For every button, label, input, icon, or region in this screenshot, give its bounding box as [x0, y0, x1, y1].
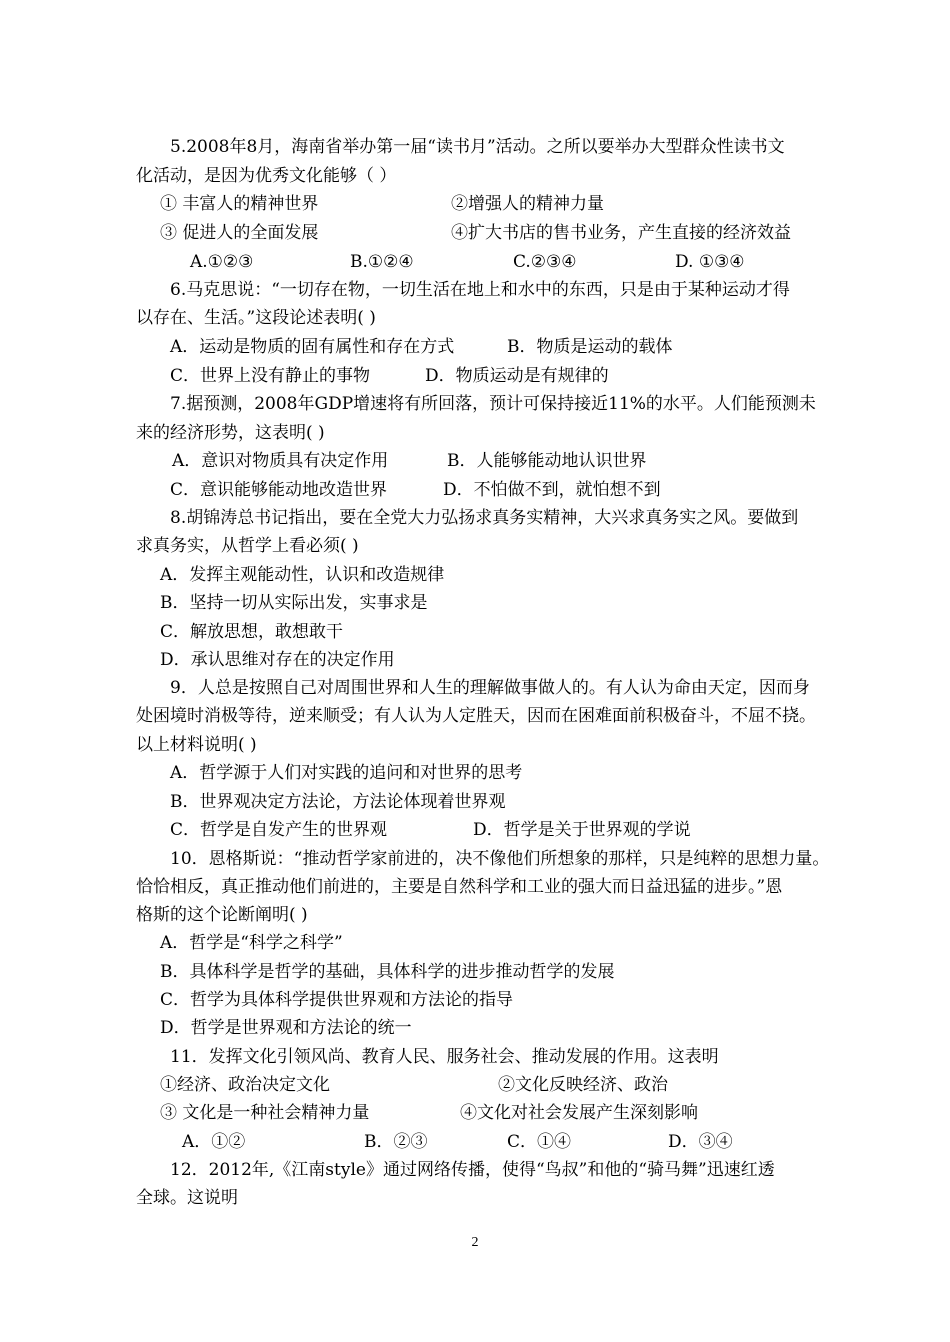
q6-option-b: B．物质是运动的载体: [507, 337, 673, 357]
q7-option-d: D．不怕做不到，就怕想不到: [443, 480, 661, 500]
q8-option-b: B．坚持一切从实际出发，实事求是: [160, 593, 428, 613]
q12-stem-line-1: 12．2012年,《江南style》通过网络传播，使得“鸟叔”和他的“骑马舞”迅速红透: [170, 1160, 775, 1180]
q7-option-c: C．意识能够能动地改造世界: [170, 480, 388, 500]
q5-stem-line-2: 化活动，是因为优秀文化能够（ ）: [136, 166, 397, 186]
q9-option-b: B．世界观决定方法论，方法论体现着世界观: [170, 792, 506, 812]
q10-stem-line-1: 10．恩格斯说：“推动哲学家前进的，决不像他们所想象的那样，只是纯粹的思想力量。: [170, 849, 830, 869]
q5-choice-c: C.②③④: [513, 252, 577, 272]
q5-option-3: ③ 促进人的全面发展: [160, 223, 319, 243]
q11-option-3: ③ 文化是一种社会精神力量: [160, 1103, 370, 1123]
q10-stem-line-2: 恰恰相反，真正推动他们前进的，主要是自然科学和工业的强大而日益迅猛的进步。”恩: [136, 877, 783, 897]
q9-stem-line-1: 9．人总是按照自己对周围世界和人生的理解做事做人的。有人认为命由天定，因而身: [170, 678, 810, 698]
q10-option-a: A．哲学是“科学之科学”: [160, 933, 343, 953]
q8-option-a: A．发挥主观能动性，认识和改造规律: [160, 565, 445, 585]
q6-option-a: A．运动是物质的固有属性和存在方式: [170, 337, 455, 357]
q5-choice-a: A.①②③: [190, 252, 254, 272]
q8-option-c: C．解放思想，敢想敢干: [160, 622, 344, 642]
q10-option-c: C．哲学为具体科学提供世界观和方法论的指导: [160, 990, 514, 1010]
q8-stem-line-1: 8.胡锦涛总书记指出，要在全党大力弘扬求真务实精神，大兴求真务实之风。要做到: [170, 508, 799, 528]
q5-option-4: ④扩大书店的售书业务，产生直接的经济效益: [451, 223, 791, 243]
q7-stem-line-2: 来的经济形势，这表明( ): [136, 423, 325, 443]
q9-option-a: A．哲学源于人们对实践的追问和对世界的思考: [170, 763, 523, 783]
q7-stem-line-1: 7.据预测，2008年GDP增速将有所回落，预计可保持接近11%的水平。人们能预测未: [170, 394, 816, 414]
q11-choice-a: A．①②: [182, 1132, 246, 1152]
q6-stem-line-2: 以存在、生活。”这段论述表明( ): [136, 308, 376, 328]
q6-option-d: D．物质运动是有规律的: [425, 366, 609, 386]
q10-stem-line-3: 格斯的这个论断阐明( ): [136, 905, 308, 925]
q12-stem-line-2: 全球。这说明: [136, 1188, 238, 1208]
q11-option-4: ④文化对社会发展产生深刻影响: [460, 1103, 698, 1123]
q11-option-2: ②文化反映经济、政治: [498, 1075, 668, 1095]
q10-option-b: B．具体科学是哲学的基础，具体科学的进步推动哲学的发展: [160, 962, 615, 982]
q9-option-d: D．哲学是关于世界观的学说: [473, 820, 691, 840]
q11-option-1: ①经济、政治决定文化: [160, 1075, 330, 1095]
q11-choice-b: B．②③: [364, 1132, 428, 1152]
q9-stem-line-2: 处困境时消极等待，逆来顺受；有人认为人定胜天，因而在困难面前积极奋斗，不屈不挠。: [136, 706, 816, 726]
page-number: 2: [471, 1235, 479, 1250]
q6-stem-line-1: 6.马克思说：“一切存在物，一切生活在地上和水中的东西，只是由于某种运动才得: [170, 280, 790, 300]
q5-option-2: ②增强人的精神力量: [451, 194, 604, 214]
q9-option-c: C．哲学是自发产生的世界观: [170, 820, 388, 840]
q8-option-d: D．承认思维对存在的决定作用: [160, 650, 395, 670]
q10-option-d: D．哲学是世界观和方法论的统一: [160, 1018, 412, 1038]
q7-option-b: B．人能够能动地认识世界: [447, 451, 647, 471]
q5-option-1: ① 丰富人的精神世界: [160, 194, 319, 214]
q6-option-c: C．世界上没有静止的事物: [170, 366, 371, 386]
q8-stem-line-2: 求真务实，从哲学上看必须( ): [136, 536, 359, 556]
q7-option-a: A．意识对物质具有决定作用: [172, 451, 389, 471]
q5-choice-d: D. ①③④: [675, 252, 745, 272]
q5-stem-line-1: 5.2008年8月，海南省举办第一届“读书月”活动。之所以要举办大型群众性读书文: [170, 137, 785, 157]
q11-choice-c: C．①④: [507, 1132, 572, 1152]
q11-stem-line-1: 11．发挥文化引领风尚、教育人民、服务社会、推动发展的作用。这表明: [170, 1047, 719, 1067]
q5-choice-b: B.①②④: [350, 252, 414, 272]
q11-choice-d: D．③④: [668, 1132, 733, 1152]
q9-stem-line-3: 以上材料说明( ): [136, 735, 257, 755]
